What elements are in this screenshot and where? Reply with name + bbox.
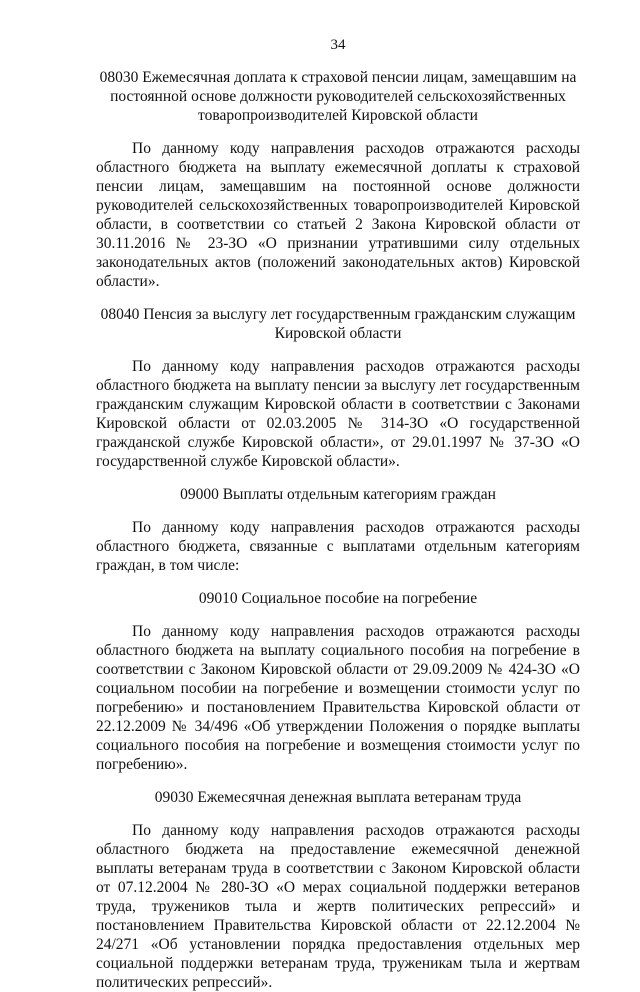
section-heading-09030: 09030 Ежемесячная денежная выплата ветеранам труда [154,789,522,806]
section-heading-08040: 08040 Пенсия за выслугу лет государственным гражданским служащим Кировской области [100,306,576,342]
section-body-08030: По данному коду направления расходов отражаются расходы областного бюджета на выплату ежемесячной доплаты к страховой пенсии лицам, замещавшим на постоянной основе должности руководителей сельскохозяйственных товаропроизводителей Кировской области, в соответствии со статьей 2 Закона Кировской области от 30.11.2016 № 23-ЗО «О признании утратившими силу отдельных законодательных актов (положений законодательных актов) Кировской области». [96,140,580,290]
section-body-09030: По данному коду направления расходов отражаются расходы областного бюджета на предоставление ежемесячной денежной выплаты ветеранам труда в соответствии с Законом Кировской области от 07.12.2004 № 280-ЗО «О мерах социальной поддержки ветеранов труда, тружеников тыла и жертв политических репрессий» и постановлением Правительства Кировской области от 22.12.2004 № 24/271 «Об установлении порядка предоставления отдельных мер социальной поддержки ветеранам труда, труженикам тыла и жертвам политических репрессий». [96,822,580,991]
section-heading-08030: 08030 Ежемесячная доплата к страховой пенсии лицам, замещавшим на постоянной основе должности руководителей сельскохозяйственных товаропроизводителей Кировской области [99,69,577,124]
section-body-09000: По данному коду направления расходов отражаются расходы областного бюджета, связанные с выплатами отдельным категориям граждан, в том числе: [96,519,580,574]
section-body-09010: По данному коду направления расходов отражаются расходы областного бюджета на выплату социального пособия на погребение в соответствии с Законом Кировской области от 29.09.2009 № 424-ЗО «О социальном пособии на погребение и возмещении стоимости услуг по погребению» и постановлением Правительства Кировской области от 22.12.2009 № 34/496 «Об утверждении Положения о порядке выплаты социального пособия на погребение и возмещения стоимости услуг по погребению». [96,623,580,773]
page-number: 34 [330,37,346,53]
section-heading-09010: 09010 Социальное пособие на погребение [198,590,478,607]
section-heading-09000: 09000 Выплаты отдельным категориям граждан [180,486,496,503]
section-body-08040: По данному коду направления расходов отражаются расходы областного бюджета на выплату пенсии за выслугу лет государственным гражданским служащим Кировской области в соответствии с Законами Кировской области от 02.03.2005 № 314-ЗО «О государственной гражданской службе Кировской области», от 29.01.1997 № 37-ЗО «О государственной службе Кировской области». [96,358,580,470]
